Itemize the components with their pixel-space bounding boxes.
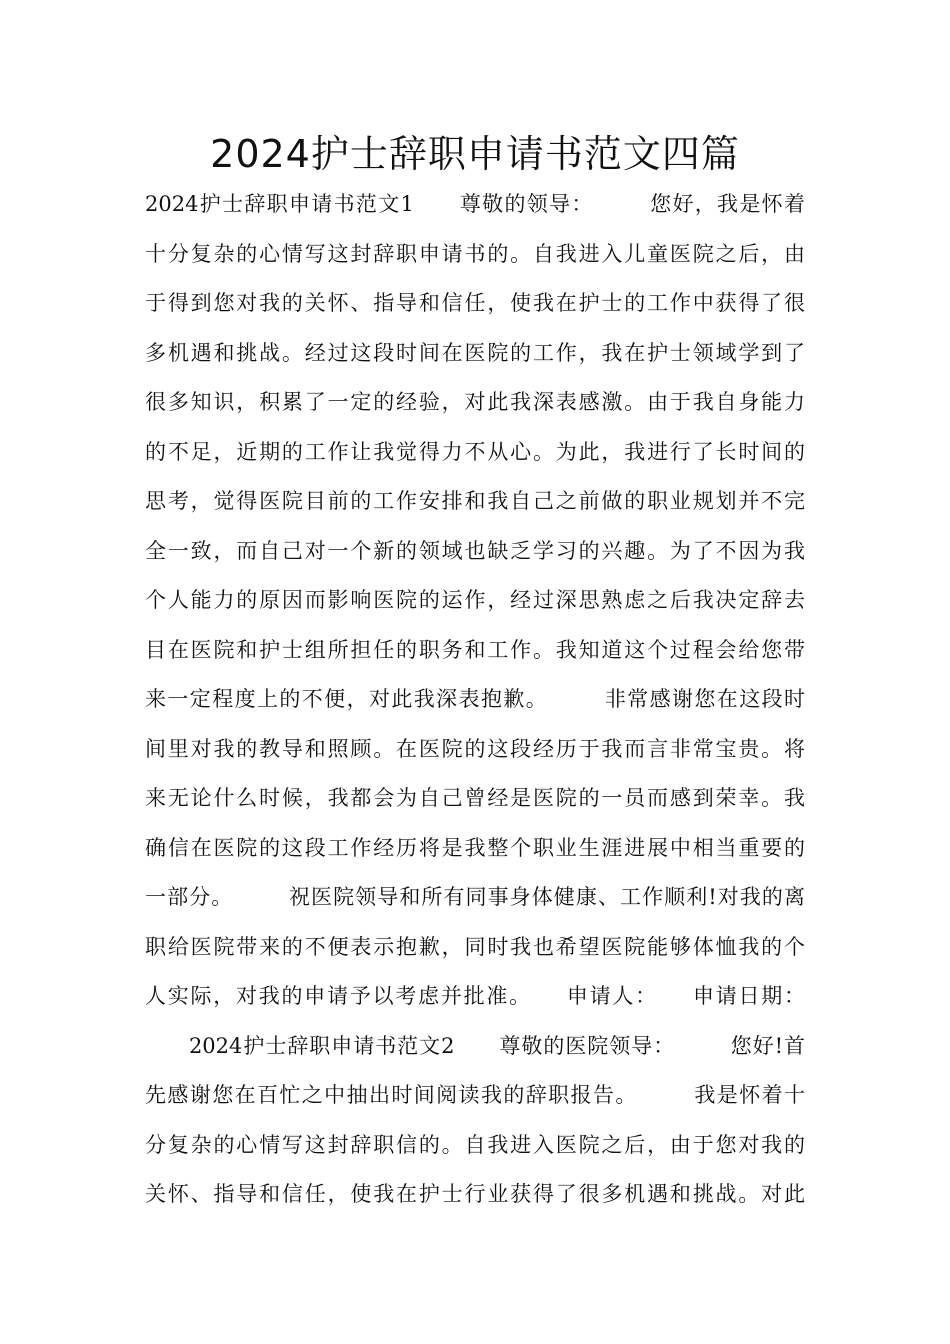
body-line: 一部分。 祝医院领导和所有同事身体健康、工作顺利!对我的离 xyxy=(145,885,805,909)
body-line: 目在医院和护士组所担任的职务和工作。我知道这个过程会给您带 xyxy=(145,637,805,662)
body-line: 十分复杂的心情写这封辞职申请书的。自我进入儿童医院之后，由 xyxy=(145,241,805,266)
body-line: 人实际，对我的申请予以考虑并批准。 申请人： 申请日期： xyxy=(145,984,805,1008)
body-line: 全一致，而自己对一个新的领域也缺乏学习的兴趣。为了不因为我 xyxy=(145,538,805,563)
body-line: 先感谢您在百忙之中抽出时间阅读我的辞职报告。 我是怀着十 xyxy=(145,1083,805,1107)
body-line: 来无论什么时候，我都会为自己曾经是医院的一员而感到荣幸。我 xyxy=(145,786,805,810)
body-line: 关怀、指导和信任，使我在护士行业获得了很多机遇和挑战。对此 xyxy=(145,1182,805,1206)
document-title: 2024护士辞职申请书范文四篇 xyxy=(210,132,740,176)
body-line: 多机遇和挑战。经过这段时间在医院的工作，我在护士领域学到了 xyxy=(145,340,805,365)
body-line: 于得到您对我的关怀、指导和信任，使我在护士的工作中获得了很 xyxy=(145,291,805,315)
body-line: 职给医院带来的不便表示抱歉，同时我也希望医院能够体恤我的个 xyxy=(145,934,805,959)
body-line: 2024护士辞职申请书范文1 尊敬的领导： 您好，我是怀着 xyxy=(145,192,805,216)
document-body xyxy=(145,180,805,1220)
body-line: 思考，觉得医院目前的工作安排和我自己之前做的职业规划并不完 xyxy=(145,489,805,513)
body-line: 2024护士辞职申请书范文2 尊敬的医院领导： 您好!首 xyxy=(145,1033,805,1058)
body-line: 来一定程度上的不便，对此我深表抱歉。 非常感谢您在这段时 xyxy=(145,687,805,711)
body-line: 分复杂的心情写这封辞职信的。自我进入医院之后，由于您对我的 xyxy=(145,1132,805,1157)
body-line: 个人能力的原因而影响医院的运作，经过深思熟虑之后我决定辞去 xyxy=(145,588,805,612)
body-line: 很多知识，积累了一定的经验，对此我深表感激。由于我自身能力 xyxy=(145,390,805,414)
body-line: 间里对我的教导和照顾。在医院的这段经历于我而言非常宝贵。将 xyxy=(145,736,805,761)
body-line: 的不足，近期的工作让我觉得力不从心。为此，我进行了长时间的 xyxy=(145,439,805,464)
body-line: 确信在医院的这段工作经历将是我整个职业生涯进展中相当重要的 xyxy=(145,835,805,860)
